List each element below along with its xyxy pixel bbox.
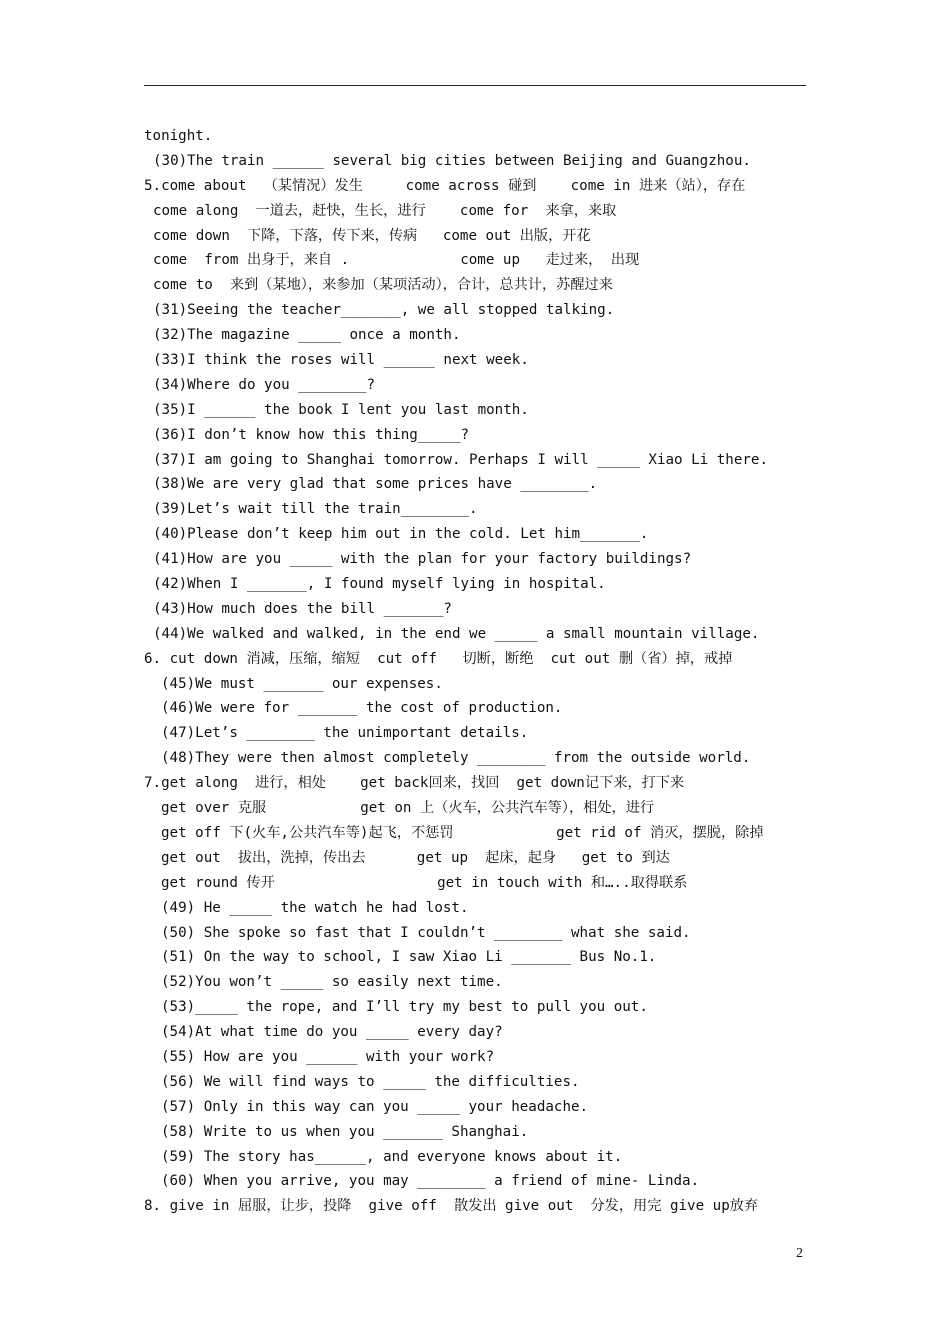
text-line: (31)Seeing the teacher_______, we all stopped talking. (153, 302, 615, 319)
text-line: (39)Let’s wait till the train________. (153, 501, 478, 518)
text-line: (53)_____ the rope, and I’ll try my best to pull you out. (161, 999, 648, 1016)
page-number: 2 (796, 1246, 803, 1261)
text-line: get round 传开 get in touch with 和…..取得联系 (161, 874, 688, 891)
text-line: (56) We will find ways to _____ the difficulties. (161, 1073, 580, 1090)
text-line: (52)You won’t _____ so easily next time. (161, 974, 503, 991)
text-line: (37)I am going to Shanghai tomorrow. Perhaps I will _____ Xiao Li there. (153, 451, 768, 468)
text-line: (60) When you arrive, you may ________ a friend of mine- Linda. (161, 1173, 700, 1190)
text-line: (43)How much does the bill _______? (153, 600, 452, 617)
text-line: 5.come about （某情况）发生 come across 碰到 come in 进来（站），存在 (144, 177, 746, 194)
text-line: (59) The story has______, and everyone knows about it. (161, 1148, 623, 1165)
header-rule (144, 85, 806, 86)
text-line: get over 克服 get on 上（火车，公共汽车等），相处，进行 (161, 800, 655, 817)
text-line: 7.get along 进行，相处 get back回来，找回 get down记下来，打下来 (144, 775, 685, 792)
text-line: (49) He _____ the watch he had lost. (161, 899, 469, 916)
text-line: (54)At what time do you _____ every day? (161, 1024, 503, 1041)
text-line: come from 出身于，来自 . come up 走过来， 出现 (153, 252, 640, 269)
text-line: (38)We are very glad that some prices have ________. (153, 476, 598, 493)
text-line: come to 来到（某地），来参加（某项活动），合计，总共计，苏醒过来 (153, 277, 613, 294)
text-line: (36)I don’t know how this thing_____? (153, 426, 470, 443)
text-line: (51) On the way to school, I saw Xiao Li _______ Bus No.1. (161, 949, 657, 966)
text-line: (45)We must _______ our expenses. (161, 675, 443, 692)
text-line: come along 一道去，赶快，生长，进行 come for 来拿，来取 (153, 202, 617, 219)
text-line: (33)I think the roses will ______ next week. (153, 352, 529, 369)
text-line: (46)We were for _______ the cost of production. (161, 700, 563, 717)
text-line: (40)Please don’t keep him out in the cold. Let him_______. (153, 526, 649, 543)
document-body (144, 124, 824, 1219)
text-line: 8. give in 屈服，让步，投降 give off 散发出 give out 分发，用完 give up放弃 (144, 1198, 759, 1215)
text-line: get off 下(火车,公共汽车等)起飞，不惩罚 get rid of 消灭，摆脱，除掉 (161, 824, 764, 841)
text-line: (48)They were then almost completely ________ from the outside world. (161, 750, 751, 767)
text-line: (30)The train ______ several big cities between Beijing and Guangzhou. (153, 152, 751, 169)
text-line: (57) Only in this way can you _____ your headache. (161, 1098, 589, 1115)
text-line: (41)How are you _____ with the plan for your factory buildings? (153, 551, 692, 568)
text-line: (35)I ______ the book I lent you last month. (153, 401, 529, 418)
text-line: 6. cut down 消减，压缩，缩短 cut off 切断，断绝 cut out 删（省）掉，戒掉 (144, 650, 733, 667)
text-line: (34)Where do you ________? (153, 376, 376, 393)
text-line: (42)When I _______, I found myself lying in hospital. (153, 576, 606, 593)
text-line: tonight. (144, 128, 213, 144)
text-line: (32)The magazine _____ once a month. (153, 327, 461, 344)
text-line: get out 拔出，洗掉，传出去 get up 起床，起身 get to 到达 (161, 849, 670, 866)
text-line: (47)Let’s ________ the unimportant details. (161, 725, 529, 742)
text-line: (44)We walked and walked, in the end we _____ a small mountain village. (153, 625, 760, 642)
text-line: (55) How are you ______ with your work? (161, 1048, 495, 1065)
text-line: (58) Write to us when you _______ Shanghai. (161, 1123, 529, 1140)
text-line: (50) She spoke so fast that I couldn’t ________ what she said. (161, 924, 691, 941)
text-line: come down 下降，下落，传下来，传病 come out 出版，开花 (153, 227, 591, 244)
